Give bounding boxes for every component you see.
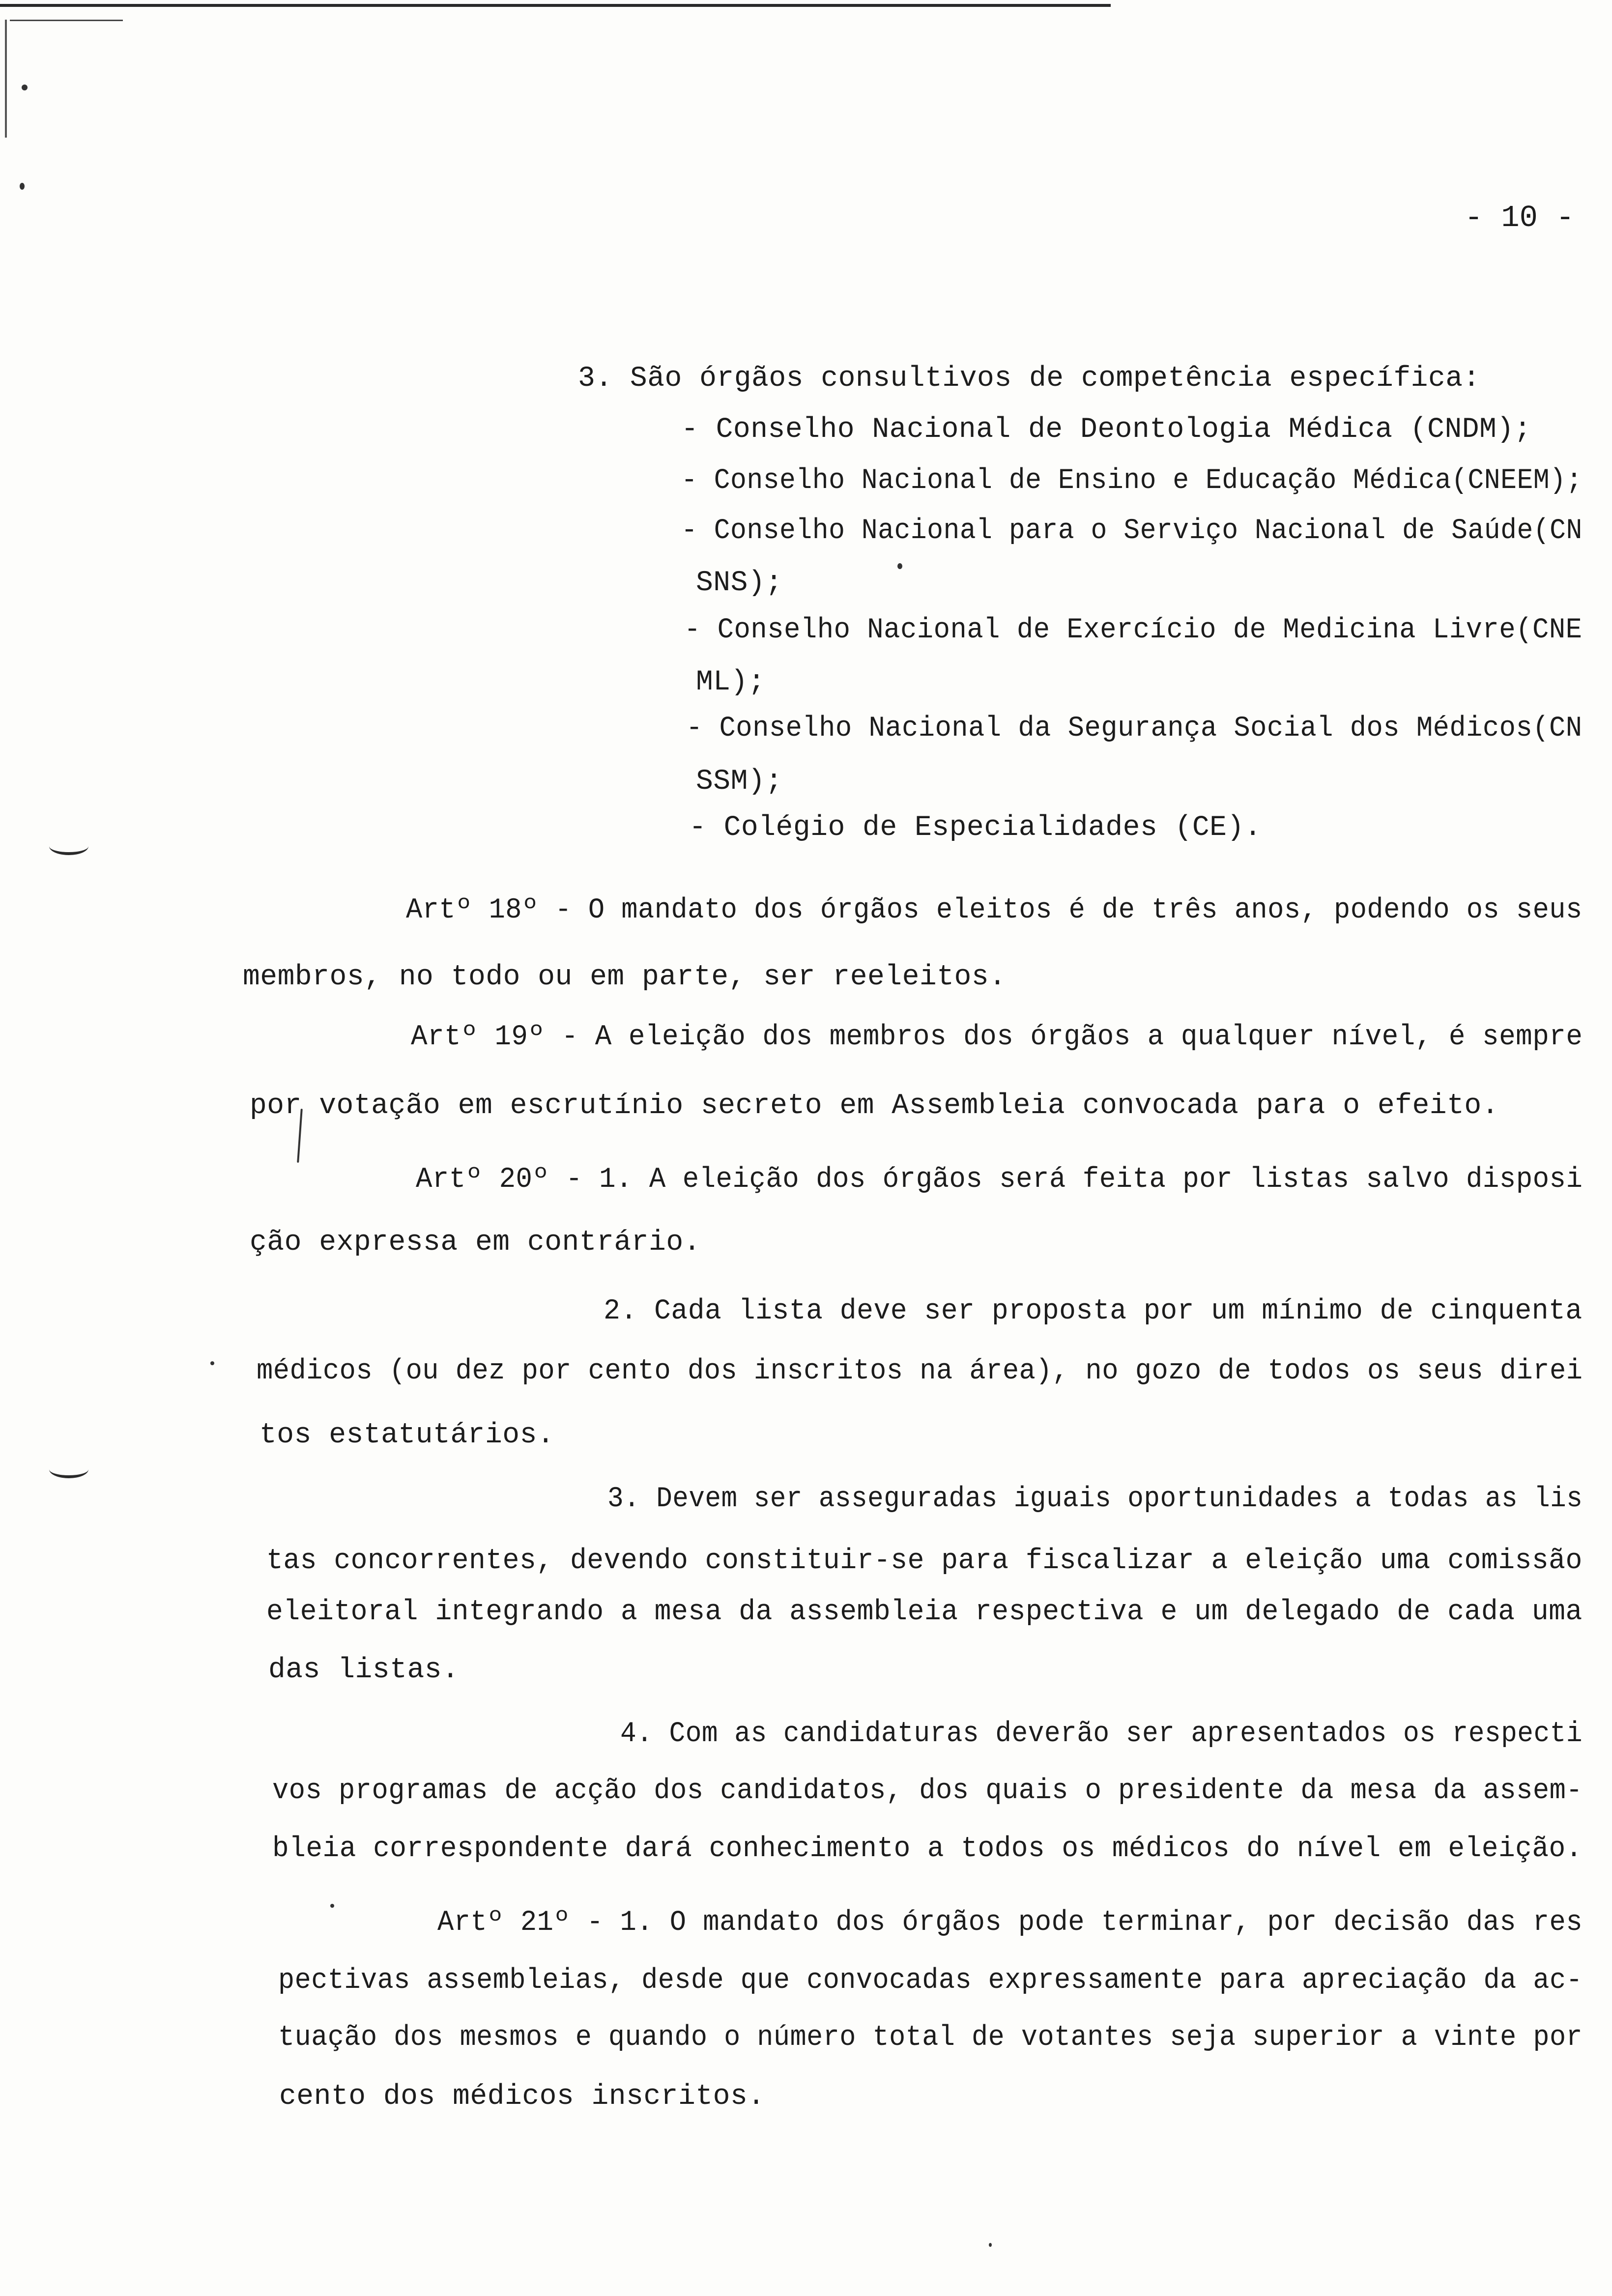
scan-speck xyxy=(20,183,25,190)
art20-line: 4. Com as candidaturas deverão ser apresentados os respecti xyxy=(620,1718,1583,1750)
binding-edge-line xyxy=(5,20,7,138)
art20-line: das listas. xyxy=(268,1654,460,1686)
art20-line: 2. Cada lista deve ser proposta por um mínimo de cinquenta xyxy=(604,1295,1583,1327)
art21-line: Artº 21º - 1. O mandato dos órgãos pode terminar, por decisão das res xyxy=(437,1907,1583,1939)
art21-line: cento dos médicos inscritos. xyxy=(279,2081,765,2113)
art18-line: Artº 18º - O mandato dos órgãos eleitos é de três anos, podendo os seus xyxy=(406,894,1583,926)
page-number: - 10 - xyxy=(1465,201,1575,235)
art20-line: vos programas de acção dos candidatos, dos quais o presidente da mesa da assem- xyxy=(272,1775,1583,1807)
punch-hole-mark xyxy=(49,1461,88,1478)
art19-line: por votação em escrutínio secreto em Assembleia convocada para o efeito. xyxy=(250,1090,1499,1122)
art20-line: ção expressa em contrário. xyxy=(250,1227,701,1259)
art20-line: tas concorrentes, devendo constituir-se para fiscalizar a eleição uma comissão xyxy=(266,1545,1583,1577)
art20-line: 3. Devem ser asseguradas iguais oportunidades a todas as lis xyxy=(607,1483,1583,1515)
top-edge-rule-short xyxy=(10,20,123,21)
scan-speck xyxy=(210,1361,214,1365)
art20-line: eleitoral integrando a mesa da assembleia respectiva e um delegado de cada uma xyxy=(266,1596,1583,1628)
list-item: ML); xyxy=(696,666,766,698)
list-item: - Conselho Nacional para o Serviço Nacional de Saúde(CN xyxy=(681,515,1583,547)
scan-speck xyxy=(989,2243,992,2247)
art18-line: membros, no todo ou em parte, ser reeleitos. xyxy=(243,961,1007,993)
list-item: SNS); xyxy=(696,567,783,599)
top-edge-rule xyxy=(0,4,1111,7)
list-item: - Colégio de Especialidades (CE). xyxy=(689,812,1262,844)
list-item: - Conselho Nacional de Ensino e Educação Médica(CNEEM); xyxy=(681,465,1583,497)
art20-line: Artº 20º - 1. A eleição dos órgãos será feita por listas salvo disposi xyxy=(416,1164,1583,1196)
list-item: SSM); xyxy=(696,766,783,798)
art20-line: médicos (ou dez por cento dos inscritos na área), no gozo de todos os seus direi xyxy=(257,1355,1583,1387)
art21-line: pectivas assembleias, desde que convocadas expressamente para apreciação da ac- xyxy=(278,1965,1583,1997)
list-item: - Conselho Nacional da Segurança Social dos Médicos(CN xyxy=(686,713,1583,745)
list-item: - Conselho Nacional de Deontologia Médica (CNDM); xyxy=(681,414,1531,446)
art20-line: tos estatutários. xyxy=(259,1419,555,1451)
scan-speck xyxy=(22,85,28,90)
scan-speck xyxy=(330,1904,334,1908)
scan-speck xyxy=(897,563,902,569)
art19-line: Artº 19º - A eleição dos membros dos órgãos a qualquer nível, é sempre xyxy=(411,1021,1583,1053)
art21-line: tuação dos mesmos e quando o número total de votantes seja superior a vinte por xyxy=(278,2022,1583,2054)
section-heading: 3. São órgãos consultivos de competência específica: xyxy=(578,363,1480,395)
list-item: - Conselho Nacional de Exercício de Medicina Livre(CNE xyxy=(684,614,1583,646)
art20-line: bleia correspondente dará conhecimento a todos os médicos do nível em eleição. xyxy=(272,1833,1583,1865)
punch-hole-mark xyxy=(49,837,88,855)
